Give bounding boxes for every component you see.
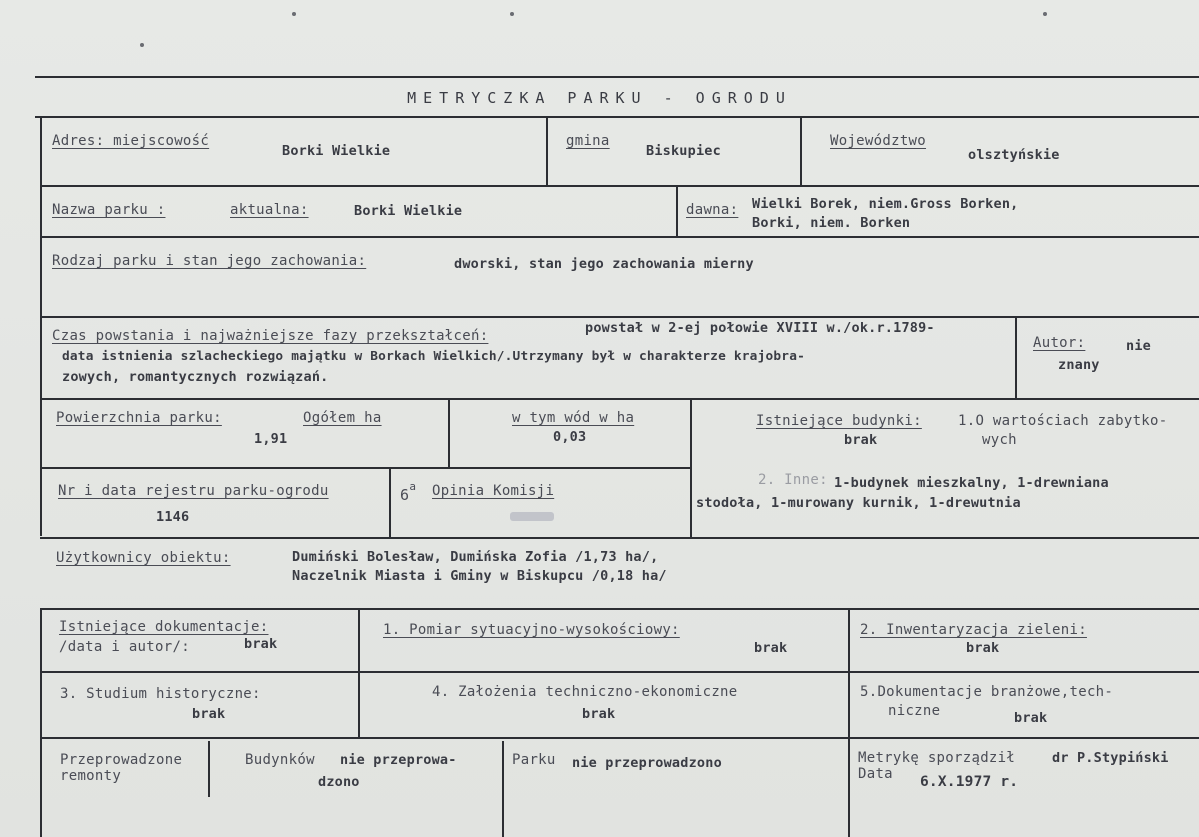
water-area-label: w tym wód w ha	[512, 410, 635, 426]
users-line2: Naczelnik Miasta i Gminy w Biskupcu /0,18 ha/	[292, 568, 667, 584]
author-value-1: nie	[1126, 338, 1151, 354]
rule	[690, 398, 692, 537]
rule	[40, 398, 1199, 400]
tech-economic-value: brak	[582, 706, 616, 722]
author-value-2: znany	[1058, 357, 1100, 373]
former-name-label: dawna:	[686, 202, 739, 218]
current-name-value: Borki Wielkie	[354, 203, 463, 219]
historic-buildings-value: brak	[844, 432, 878, 448]
survey-label: 1. Pomiar sytuacyjno-wysokościowy:	[383, 622, 680, 638]
rule	[40, 608, 1199, 610]
rule	[848, 608, 850, 837]
documentation-label: Istniejące dokumentacje:	[59, 619, 269, 635]
documentation-value: brak	[244, 636, 278, 652]
other-buildings-label: 2. Inne:	[758, 472, 828, 488]
greenery-inventory-value: brak	[966, 640, 1000, 656]
rule	[800, 116, 802, 185]
rule	[40, 316, 1199, 318]
rule	[40, 608, 42, 837]
history-line2: data istnienia szlacheckiego majątku w Borkach Wielkich/.Utrzymany był w charakterze krajobra-	[62, 349, 806, 364]
other-buildings-line2: stodoła, 1-murowany kurnik, 1-drewutnia	[696, 495, 1021, 511]
rule	[40, 671, 1199, 673]
other-buildings-line1: 1-budynek mieszkalny, 1-drewniana	[834, 475, 1109, 491]
buildings-renovation-value-2: dzono	[318, 774, 360, 790]
total-area-label: Ogółem ha	[303, 410, 382, 426]
branch-documentation-label-cont: niczne	[888, 703, 941, 719]
punch-mark	[292, 12, 296, 16]
rule	[35, 116, 1199, 118]
historical-study-value: brak	[192, 706, 226, 722]
rule	[40, 116, 42, 536]
history-line3: zowych, romantycznych rozwiązań.	[62, 369, 329, 385]
park-type-label: Rodzaj parku i stan jego zachowania:	[52, 253, 367, 269]
rule	[358, 608, 360, 737]
area-label: Powierzchnia parku:	[56, 410, 222, 426]
commune-value: Biskupiec	[646, 143, 721, 159]
history-line1: powstał w 2-ej połowie XVIII w./ok.r.1789-	[585, 320, 935, 336]
commune-label: gmina	[566, 133, 610, 149]
historic-buildings-label-cont: wych	[982, 432, 1017, 448]
locality-value: Borki Wielkie	[282, 143, 391, 159]
greenery-inventory-label: 2. Inwentaryzacja zieleni:	[860, 622, 1087, 638]
rule	[502, 741, 504, 837]
voivodeship-value: olsztyńskie	[968, 147, 1060, 163]
author-label: Autor:	[1033, 335, 1086, 351]
historical-study-label: 3. Studium historyczne:	[60, 686, 261, 702]
rule	[40, 537, 1199, 539]
opinion-label: Opinia Komisji	[432, 483, 555, 499]
prepared-by-value: dr P.Stypiński	[1052, 750, 1169, 766]
punch-mark	[140, 43, 144, 47]
punch-mark	[510, 12, 514, 16]
park-renovation-label: Parku	[512, 752, 556, 768]
current-name-label: aktualna:	[230, 202, 309, 218]
survey-value: brak	[754, 640, 788, 656]
register-label: Nr i data rejestru parku-ogrodu	[58, 483, 329, 499]
rule	[35, 76, 1199, 78]
address-label: Adres: miejscowość	[52, 133, 210, 149]
prepared-by-label: Metrykę sporządził	[858, 750, 1016, 766]
rule	[40, 737, 1199, 739]
opinion-number	[400, 480, 417, 504]
total-area-value: 1,91	[254, 431, 288, 447]
park-name-label: Nazwa parku :	[52, 202, 166, 218]
rule	[389, 467, 391, 537]
documentation-sublabel: /data i autor/:	[59, 639, 190, 655]
rule	[40, 185, 1199, 187]
renovations-label-cont: remonty	[60, 768, 122, 784]
historic-buildings-label: 1.O wartościach zabytko-	[958, 413, 1168, 429]
opinion-number-value: 6	[400, 486, 410, 504]
former-name-line2: Borki, niem. Borken	[752, 215, 911, 231]
rule	[40, 236, 1199, 238]
park-renovation-value: nie przeprowadzono	[572, 755, 722, 771]
erased-mark	[510, 512, 554, 521]
document-title: METRYCZKA PARKU - OGRODU	[407, 89, 792, 107]
punch-mark	[1043, 12, 1047, 16]
users-line1: Dumiński Bolesław, Dumińska Zofia /1,73 ha/,	[292, 549, 659, 565]
tech-economic-label: 4. Założenia techniczno-ekonomiczne	[432, 684, 738, 700]
former-name-line1: Wielki Borek, niem.Gross Borken,	[752, 196, 1019, 212]
buildings-renovation-value-1: nie przeprowa-	[340, 752, 457, 768]
rule	[40, 467, 692, 469]
water-area-value: 0,03	[553, 429, 587, 445]
park-type-value: dworski, stan jego zachowania mierny	[454, 256, 754, 272]
branch-documentation-value: brak	[1014, 710, 1048, 726]
renovations-label: Przeprowadzone	[60, 752, 183, 768]
voivodeship-label: Województwo	[830, 133, 927, 149]
buildings-renovation-label: Budynków	[245, 752, 315, 768]
branch-documentation-label: 5.Dokumentacje branżowe,tech-	[860, 684, 1114, 700]
rule	[448, 398, 450, 467]
date-value: 6.X.1977 r.	[920, 774, 1019, 790]
rule	[1015, 316, 1017, 398]
register-value: 1146	[156, 509, 190, 525]
rule	[676, 185, 678, 236]
rule	[546, 116, 548, 185]
users-label: Użytkownicy obiektu:	[56, 550, 231, 566]
date-label: Data	[858, 766, 893, 782]
rule	[208, 741, 210, 797]
history-label: Czas powstania i najważniejsze fazy przekształceń:	[52, 328, 489, 344]
opinion-number-sup: a	[409, 480, 417, 493]
buildings-label: Istniejące budynki:	[756, 413, 922, 429]
